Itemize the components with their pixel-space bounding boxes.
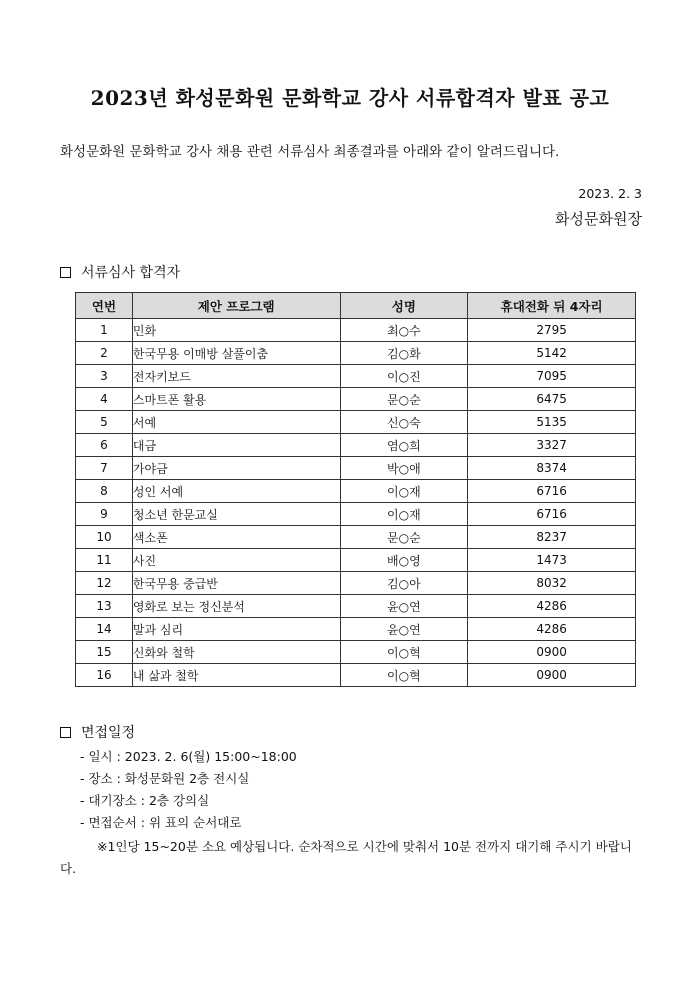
row-name: 문○순 — [340, 526, 468, 549]
section-passed-label: 서류심사 합격자 — [81, 265, 181, 281]
row-phone: 8374 — [468, 457, 636, 480]
row-name: 염○희 — [340, 434, 468, 457]
row-name: 배○영 — [340, 549, 468, 572]
row-number: 14 — [76, 618, 133, 641]
row-program: 서예 — [132, 411, 340, 434]
row-program: 전자키보드 — [132, 365, 340, 388]
table-row — [76, 526, 636, 549]
table-row — [76, 365, 636, 388]
row-number: 2 — [76, 342, 133, 365]
table-header-row — [76, 293, 636, 319]
row-program: 신화와 철학 — [132, 641, 340, 664]
row-phone: 8032 — [468, 572, 636, 595]
table-row — [76, 641, 636, 664]
row-program: 말과 심리 — [132, 618, 340, 641]
row-name: 최○수 — [340, 319, 468, 342]
row-phone: 6716 — [468, 503, 636, 526]
row-number: 12 — [76, 572, 133, 595]
row-name: 이○재 — [340, 480, 468, 503]
row-program: 한국무용 중급반 — [132, 572, 340, 595]
passed-table — [75, 292, 636, 687]
row-number: 16 — [76, 664, 133, 687]
section-interview-label: 면접일정 — [81, 725, 136, 741]
checkbox-square-icon — [60, 267, 71, 278]
row-name: 신○숙 — [340, 411, 468, 434]
row-program: 청소년 한문교실 — [132, 503, 340, 526]
header-no: 연번 — [76, 293, 133, 319]
row-number: 4 — [76, 388, 133, 411]
row-number: 13 — [76, 595, 133, 618]
row-program: 가야금 — [132, 457, 340, 480]
schedule-place: - 장소 : 화성문화원 2층 전시실 — [80, 771, 250, 786]
row-number: 8 — [76, 480, 133, 503]
row-number: 15 — [76, 641, 133, 664]
page-title: 2023년 화성문화원 문화학교 강사 서류합격자 발표 공고 — [90, 86, 610, 110]
row-program: 대금 — [132, 434, 340, 457]
notice-date: 2023. 2. 3 — [578, 186, 642, 201]
row-phone: 0900 — [468, 664, 636, 687]
row-name: 이○진 — [340, 365, 468, 388]
header-name: 성명 — [340, 293, 468, 319]
row-phone: 6716 — [468, 480, 636, 503]
row-phone: 7095 — [468, 365, 636, 388]
row-number: 6 — [76, 434, 133, 457]
table-row — [76, 457, 636, 480]
row-program: 민화 — [132, 319, 340, 342]
row-program: 사진 — [132, 549, 340, 572]
table-row — [76, 549, 636, 572]
row-name: 이○혁 — [340, 641, 468, 664]
row-program: 영화로 보는 정신분석 — [132, 595, 340, 618]
row-name: 김○아 — [340, 572, 468, 595]
row-program: 스마트폰 활용 — [132, 388, 340, 411]
table-row — [76, 618, 636, 641]
row-name: 윤○연 — [340, 595, 468, 618]
section-interview-heading — [60, 722, 135, 742]
schedule-order: - 면접순서 : 위 표의 순서대로 — [80, 815, 242, 830]
row-name: 문○순 — [340, 388, 468, 411]
section-passed-heading — [60, 262, 180, 282]
row-name: 이○혁 — [340, 664, 468, 687]
table-body — [76, 319, 636, 687]
row-phone: 2795 — [468, 319, 636, 342]
row-name: 이○재 — [340, 503, 468, 526]
table-row — [76, 411, 636, 434]
row-phone: 3327 — [468, 434, 636, 457]
row-program: 색소폰 — [132, 526, 340, 549]
row-number: 7 — [76, 457, 133, 480]
row-phone: 5142 — [468, 342, 636, 365]
schedule-waiting-place: - 대기장소 : 2층 강의실 — [80, 793, 210, 808]
row-phone: 0900 — [468, 641, 636, 664]
row-number: 1 — [76, 319, 133, 342]
table-row — [76, 388, 636, 411]
row-phone: 8237 — [468, 526, 636, 549]
interview-note: ※1인당 15~20분 소요 예상됩니다. 순차적으로 시간에 맞춰서 10분 전까지 대기해 주시기 바랍니다. — [60, 839, 632, 876]
table-row — [76, 595, 636, 618]
row-number: 10 — [76, 526, 133, 549]
row-phone: 1473 — [468, 549, 636, 572]
table-row — [76, 342, 636, 365]
header-program: 제안 프로그램 — [132, 293, 340, 319]
row-name: 윤○연 — [340, 618, 468, 641]
row-phone: 4286 — [468, 618, 636, 641]
signer-name: 화성문화원장 — [555, 210, 642, 228]
row-number: 3 — [76, 365, 133, 388]
table-row — [76, 434, 636, 457]
row-program: 내 삶과 철학 — [132, 664, 340, 687]
table-row — [76, 572, 636, 595]
table-row — [76, 480, 636, 503]
table-row — [76, 664, 636, 687]
row-program: 한국무용 이매방 살풀이춤 — [132, 342, 340, 365]
row-phone: 5135 — [468, 411, 636, 434]
interview-schedule — [80, 746, 297, 834]
row-phone: 4286 — [468, 595, 636, 618]
intro-text: 화성문화원 문화학교 강사 채용 관련 서류심사 최종결과를 아래와 같이 알려드립니다. — [60, 144, 560, 160]
row-number: 9 — [76, 503, 133, 526]
header-phone: 휴대전화 뒤 4자리 — [468, 293, 636, 319]
row-name: 박○애 — [340, 457, 468, 480]
row-number: 5 — [76, 411, 133, 434]
row-name: 김○화 — [340, 342, 468, 365]
table-row — [76, 503, 636, 526]
row-phone: 6475 — [468, 388, 636, 411]
row-number: 11 — [76, 549, 133, 572]
checkbox-square-icon — [60, 727, 71, 738]
row-program: 성인 서예 — [132, 480, 340, 503]
table-row — [76, 319, 636, 342]
schedule-time: - 일시 : 2023. 2. 6(월) 15:00~18:00 — [80, 749, 297, 764]
